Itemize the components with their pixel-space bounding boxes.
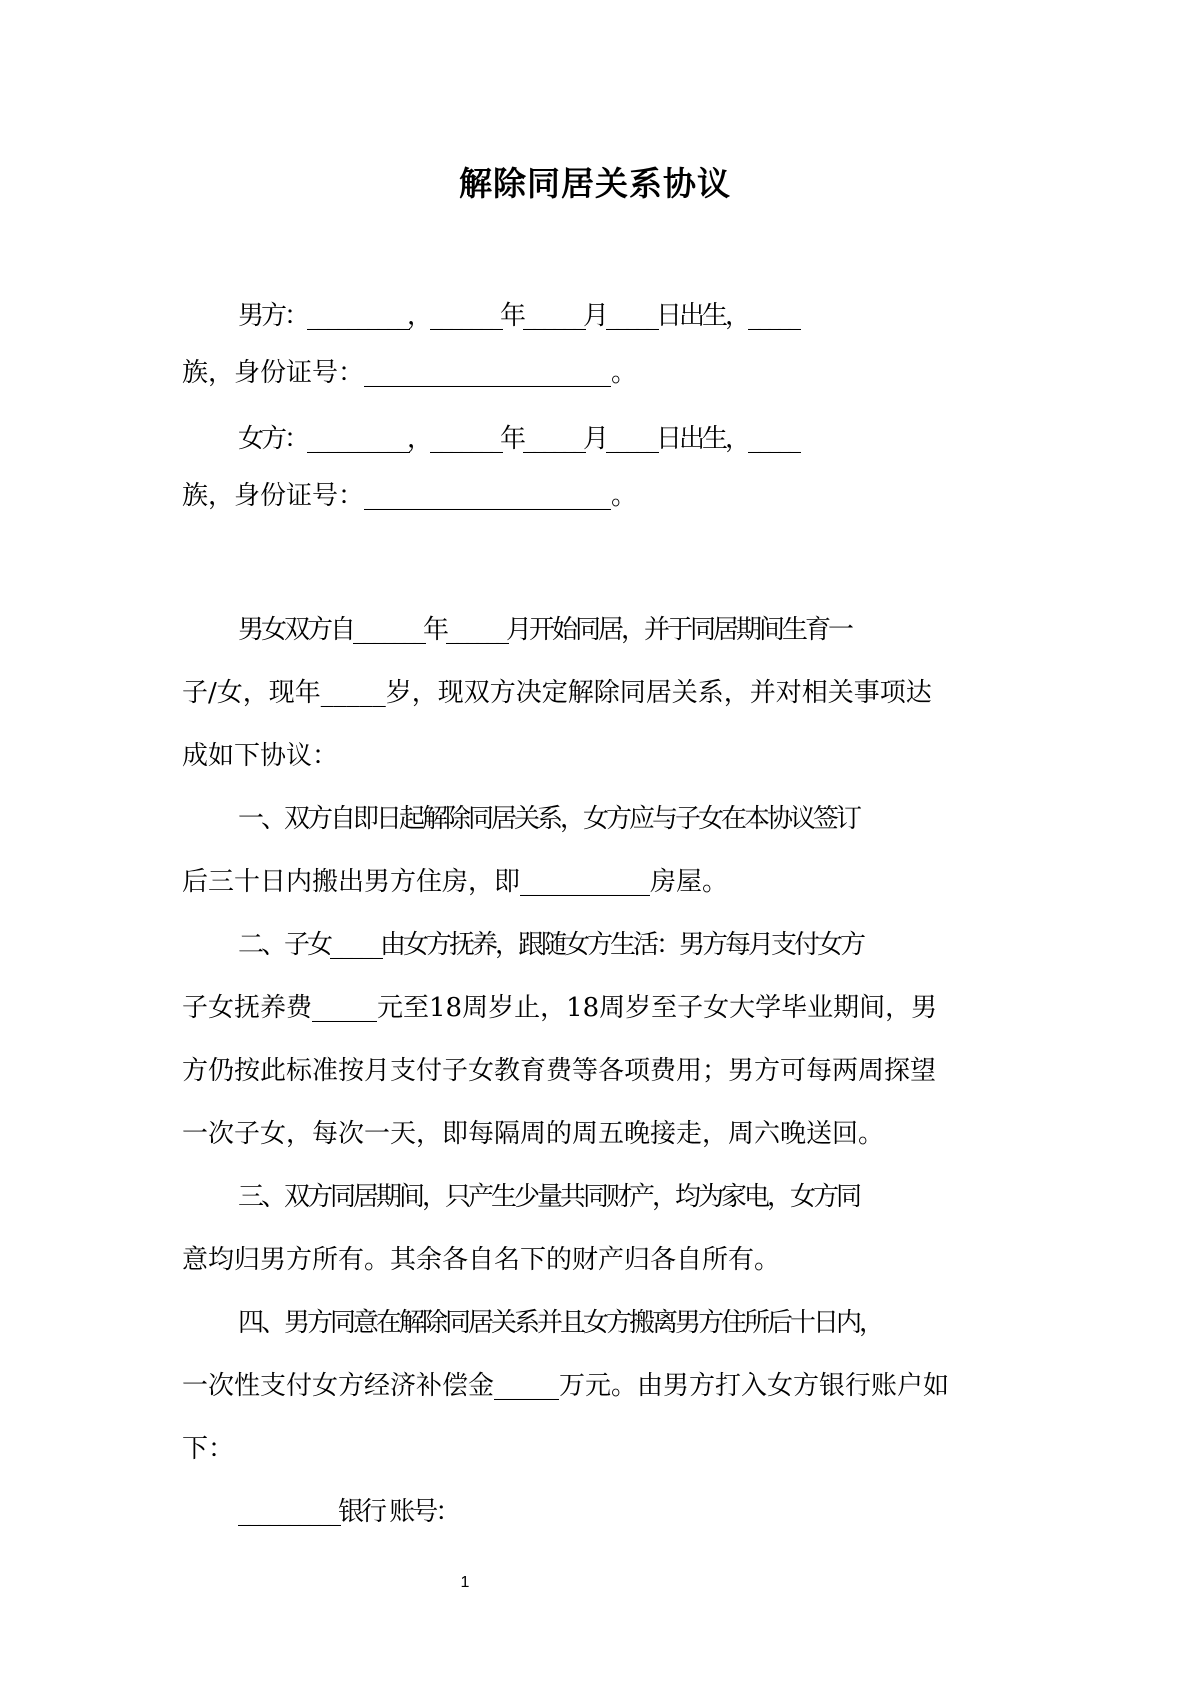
- female-id-line: 族，身份证号：___________________。: [182, 481, 638, 511]
- clause-4-line-1: 四、男方同意在解除同居关系并且女方搬离男方住所后十日内，: [238, 1308, 883, 1338]
- clause-3-line-2: 意均归男方所有。其余各自名下的财产归各自所有。: [182, 1245, 781, 1275]
- clause-1-line-1: 一、双方自即日起解除同居关系，女方应与子女在本协议签订: [238, 804, 860, 834]
- clause-2-line-3: 方仍按此标准按月支付子女教育费等各项费用；男方可每两周探望: [182, 1056, 937, 1086]
- clause-1-line-2: 后三十日内搬出男方住房，即__________房屋。: [182, 867, 729, 897]
- cohabitation-intro-line-2: 子/女，现年_____岁，现双方决定解除同居关系，并对相关事项达: [182, 678, 932, 708]
- clause-4-line-3: 下：: [182, 1434, 235, 1464]
- male-party-line: 男方：__________，_______年______月_____日出生，_____: [238, 301, 799, 331]
- page-number: 1: [460, 1574, 470, 1591]
- cohabitation-intro-line-3: 成如下协议：: [182, 741, 339, 771]
- clause-2-line-4: 一次子女，每次一天，即每隔周的周五晚接走，周六晚送回。: [182, 1119, 885, 1149]
- bank-account-line: __________银行 账号：: [238, 1497, 459, 1527]
- clause-4-line-2: 一次性支付女方经济补偿金_____万元。由男方打入女方银行账户如: [182, 1371, 950, 1401]
- page-title: 解除同居关系协议: [459, 164, 731, 203]
- clause-2-line-1: 二、子女_____由女方抚养，跟随女方生活：男方每月支付女方: [238, 930, 864, 960]
- male-id-line: 族，身份证号：___________________。: [182, 358, 638, 388]
- clause-2-line-2: 子女抚养费_____元至18周岁止，18周岁至子女大学毕业期间，男: [182, 993, 938, 1023]
- female-party-line: 女方：__________，_______年______月_____日出生，_____: [238, 424, 799, 454]
- clause-3-line-1: 三、双方同居期间，只产生少量共同财产，均为家电，女方同: [238, 1182, 860, 1212]
- cohabitation-intro-line-1: 男女双方自_______年______月开始同居，并于同居期间生育一: [238, 615, 852, 645]
